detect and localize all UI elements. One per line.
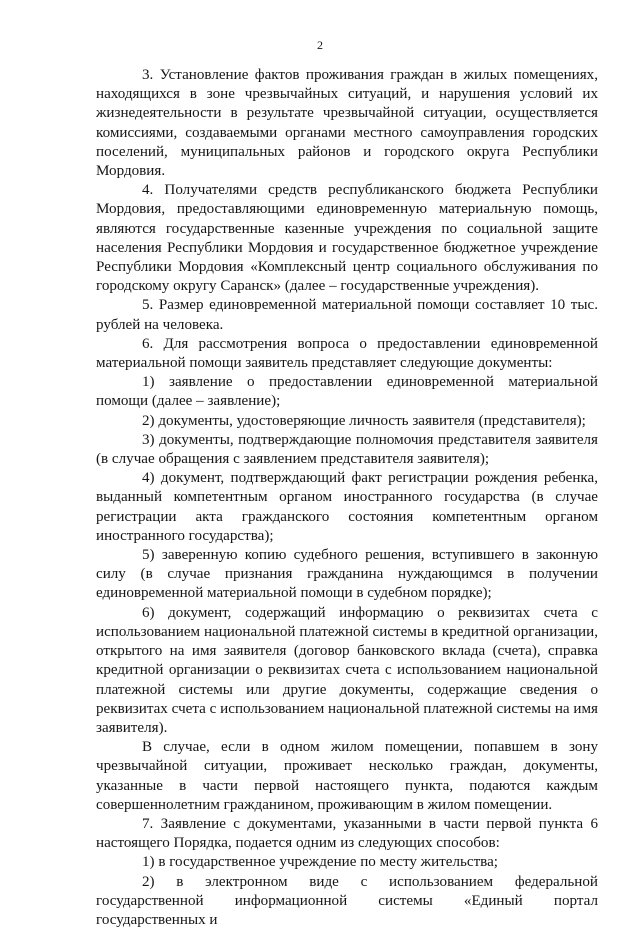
list-item-7-1: 1) в государственное учреждение по месту жительства; bbox=[142, 854, 498, 871]
paragraph-7: 7. Заявление с документами, указанными в части первой пункта 6 настоящего Порядка, подается одним из следующих способов: bbox=[96, 815, 598, 852]
paragraph-4: 4. Получателями средств республиканского бюджета Республики Мордовия, предоставляющими единовременную материальную помощь, являются государственные казенные учреждения по социальной защите населения Республики Мордовия и государственное бюджетное учреждение Республики Мордовия «Комплексный центр социального обслуживания по городскому округу Саранск» (далее – государственные учреждения). bbox=[96, 182, 598, 295]
paragraph-5: 5. Размер единовременной материальной помощи составляет 10 тыс. рублей на человека. bbox=[96, 297, 598, 333]
document-body bbox=[96, 66, 598, 930]
list-item-6-2: 2) документы, удостоверяющие личность заявителя (представителя); bbox=[142, 412, 586, 429]
list-item-7-2: 2) в электронном виде с использованием федеральной государственной информационной системы «Единый портал государственных и bbox=[96, 873, 598, 928]
paragraph-6: 6. Для рассмотрения вопроса о предоставлении единовременной материальной помощи заявитель представляет следующие документы: bbox=[96, 335, 598, 372]
page-number: 2 bbox=[317, 38, 323, 52]
list-item-6-3: 3) документы, подтверждающие полномочия представителя заявителя (в случае обращения с заявлением представителя заявителя); bbox=[96, 431, 598, 468]
list-item-6-1: 1) заявление о предоставлении единовременной материальной помощи (далее – заявление); bbox=[96, 374, 598, 410]
list-item-6-6: 6) документ, содержащий информацию о реквизитах счета с использованием национальной платежной системы в кредитной организации, открытого на имя заявителя (договор банковского вклада (счета), справка кредитной организации о реквизитах счета с использованием национальной платежной системы или другие документы, содержащие сведения о реквизитах счета с использованием национальной платежной системы на имя заявителя). bbox=[96, 604, 598, 736]
list-item-6-5: 5) заверенную копию судебного решения, вступившего в законную силу (в случае признания гражданина нуждающимся в получении единовременной материальной помощи в судебном порядке); bbox=[96, 547, 598, 602]
paragraph-6-note: В случае, если в одном жилом помещении, попавшем в зону чрезвычайной ситуации, проживает несколько граждан, документы, указанные в части первой настоящего пункта, подаются каждым совершеннолетним гражданином, проживающим в жилом помещении. bbox=[96, 739, 598, 813]
list-item-6-4: 4) документ, подтверждающий факт регистрации рождения ребенка, выданный компетентным органом иностранного государства (в случае регистрации акта гражданского состояния компетентным органом иностранного государства); bbox=[96, 470, 598, 544]
paragraph-3: 3. Установление фактов проживания граждан в жилых помещениях, находящихся в зоне чрезвычайных ситуаций, и нарушения условий их жизнедеятельности в результате чрезвычайной ситуации, осуществляется комиссиями, создаваемыми органами местного самоуправления городских поселений, муниципальных районов и городского округа Республики Мордовия. bbox=[96, 67, 598, 180]
